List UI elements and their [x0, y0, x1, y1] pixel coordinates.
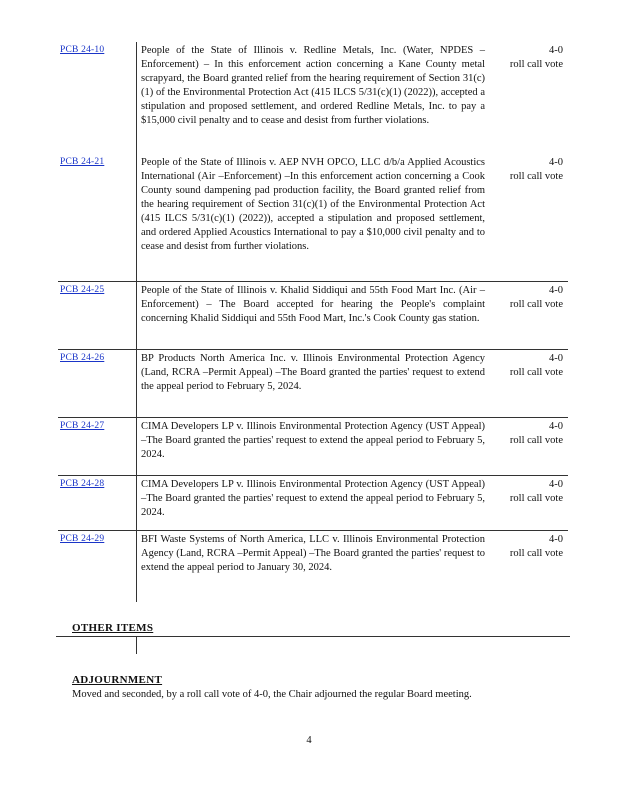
vote-block	[497, 352, 563, 380]
vote-block	[497, 44, 563, 72]
case-row	[58, 475, 568, 531]
case-number-link[interactable]: PCB 24-29	[60, 534, 105, 544]
case-summary: BP Products North America Inc. v. Illinois Environmental Protection Agency (Land, RCRA –Permit Appeal) –The Board granted the parties' request to extend the appeal period to February 5, 2024.	[141, 353, 485, 392]
vote-label: roll call vote	[509, 367, 563, 378]
case-row	[58, 281, 568, 350]
section-rule	[56, 636, 570, 637]
vote-block	[497, 478, 563, 506]
vote-count: 4-0	[549, 421, 563, 432]
adjournment-text: Moved and seconded, by a roll call vote of 4-0, the Chair adjourned the regular Board meeting.	[72, 689, 472, 700]
vote-count: 4-0	[549, 45, 563, 56]
case-summary: People of the State of Illinois v. Khalid Siddiqui and 55th Food Mart Inc. (Air –Enforcement) – The Board accepted for hearing the People's complaint concerning Khalid Siddiqui and 55th Food Mart, Inc.'s Cook County gas station.	[141, 285, 485, 324]
section-divider	[136, 636, 137, 654]
page-number: 4	[306, 735, 312, 746]
vote-block	[497, 156, 563, 184]
case-summary: CIMA Developers LP v. Illinois Environmental Protection Agency (UST Appeal) –The Board granted the parties' request to extend the appeal period to February 5, 2024.	[141, 479, 485, 518]
vote-label: roll call vote	[509, 493, 563, 504]
vote-block	[497, 284, 563, 312]
case-number-link[interactable]: PCB 24-25	[60, 285, 105, 295]
vote-block	[497, 533, 563, 561]
case-row	[58, 42, 568, 154]
case-number-link[interactable]: PCB 24-26	[60, 353, 105, 363]
case-summary: BFI Waste Systems of North America, LLC v. Illinois Environmental Protection Agency (Land, RCRA –Permit Appeal) –The Board granted the parties' request to extend the appeal period to January 30, 2024.	[141, 534, 485, 573]
case-summary: People of the State of Illinois v. Redline Metals, Inc. (Water, NPDES –Enforcement) – In this enforcement action concerning a Kane County metal scrapyard, the Board granted relief from the hearing requirement of Section 31(c)(1) of the Environmental Protection Act (415 ILCS 5/31(c)(1) (2022)), accepted a stipulation and proposed settlement, and ordered Redline Metals, Inc. to pay a $15,000 civil penalty and to cease and desist from further violations.	[141, 45, 485, 126]
case-number-link[interactable]: PCB 24-27	[60, 421, 105, 431]
case-summary: People of the State of Illinois v. AEP NVH OPCO, LLC d/b/a Applied Acoustics International (Air –Enforcement) –In this enforcement action concerning a Cook County sound dampening pad production facility, the Board granted relief from the hearing requirement of Section 31(c)(1) of the Environmental Protection Act (415 ILCS 5/31(c)(1) (2022)), accepted a stipulation and proposed settlement, and ordered Applied Acoustics International to pay a $10,000 civil penalty and to cease and desist from further violations.	[141, 157, 485, 252]
other-items-heading: OTHER ITEMS	[72, 622, 154, 634]
vote-count: 4-0	[549, 479, 563, 490]
case-number-link[interactable]: PCB 24-10	[60, 45, 105, 55]
case-number-link[interactable]: PCB 24-28	[60, 479, 105, 489]
vote-label: roll call vote	[509, 299, 563, 310]
vote-count: 4-0	[549, 285, 563, 296]
vote-count: 4-0	[549, 534, 563, 545]
case-row	[58, 349, 568, 418]
vote-label: roll call vote	[509, 435, 563, 446]
case-summary: CIMA Developers LP v. Illinois Environmental Protection Agency (UST Appeal) –The Board granted the parties' request to extend the appeal period to February 5, 2024.	[141, 421, 485, 460]
case-row	[58, 417, 568, 476]
vote-label: roll call vote	[509, 59, 563, 70]
case-number-link[interactable]: PCB 24-21	[60, 157, 105, 167]
vote-count: 4-0	[549, 157, 563, 168]
case-row	[58, 154, 568, 281]
vote-count: 4-0	[549, 353, 563, 364]
vote-label: roll call vote	[509, 548, 563, 559]
vote-block	[497, 420, 563, 448]
vote-label: roll call vote	[509, 171, 563, 182]
case-row	[58, 530, 568, 603]
adjournment-heading: ADJOURNMENT	[72, 674, 163, 686]
